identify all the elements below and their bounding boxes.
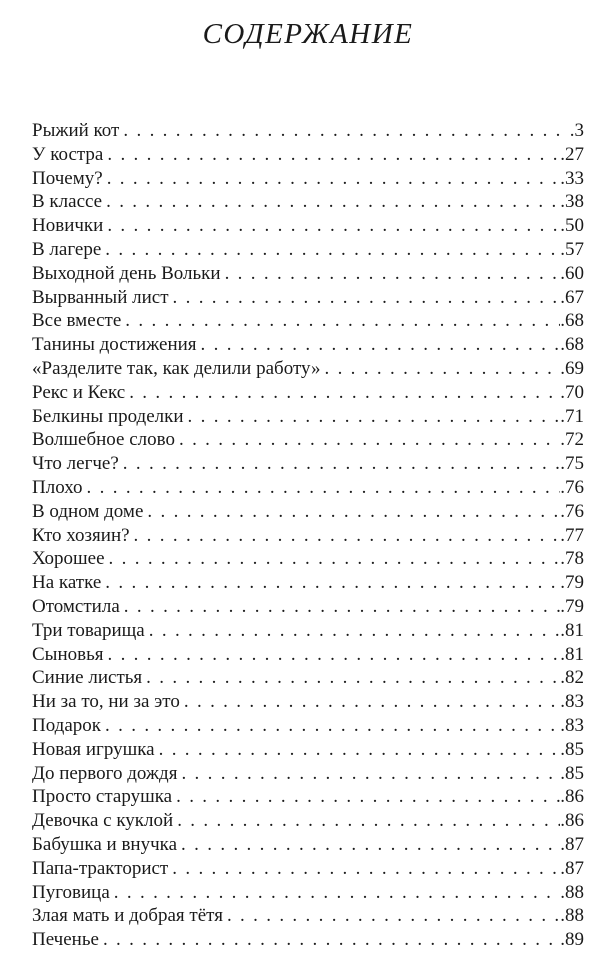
toc-entry-title: На катке bbox=[32, 572, 102, 594]
toc-entry bbox=[32, 190, 584, 214]
toc-entry-title: Рыжий кот bbox=[32, 120, 120, 141]
toc-entry-page: .81 bbox=[560, 619, 584, 641]
toc-entry-page: .82 bbox=[560, 667, 584, 689]
toc-entry-title: Подарок bbox=[32, 714, 102, 736]
dot-leader bbox=[105, 714, 560, 738]
toc-entry bbox=[32, 785, 584, 809]
toc-entry-page: .72 bbox=[560, 429, 584, 451]
dot-leader bbox=[107, 143, 560, 167]
dot-leader bbox=[188, 405, 561, 429]
toc-entry bbox=[32, 690, 584, 714]
toc-entry-title: Кто хозяин? bbox=[32, 524, 130, 546]
toc-entry-page: .83 bbox=[560, 691, 584, 713]
dot-leader bbox=[176, 785, 560, 809]
toc-entry-title: Хорошее bbox=[32, 548, 105, 570]
toc-entry-page: .79 bbox=[560, 572, 584, 594]
toc-entry-page: .76 bbox=[560, 476, 584, 498]
toc-entry-page: .68 bbox=[560, 310, 584, 332]
dot-leader bbox=[129, 381, 560, 405]
toc-entry-page: .67 bbox=[560, 286, 584, 308]
dot-leader bbox=[201, 333, 561, 357]
toc-entry bbox=[32, 381, 584, 405]
toc-entry bbox=[32, 143, 584, 167]
toc-entry-title: Просто старушка bbox=[32, 786, 173, 808]
toc-entry bbox=[32, 857, 584, 881]
toc-entry bbox=[32, 904, 584, 928]
dot-leader bbox=[114, 881, 560, 905]
toc-entry-title: У костра bbox=[32, 143, 104, 165]
toc-entry-title: Выходной день Вольки bbox=[32, 262, 221, 284]
dot-leader bbox=[105, 238, 560, 262]
toc-entry-page: .33 bbox=[560, 167, 584, 189]
dot-leader bbox=[225, 262, 561, 286]
page-title: СОДЕРЖАНИЕ bbox=[202, 18, 414, 50]
toc-entry bbox=[32, 500, 584, 524]
dot-leader bbox=[125, 309, 560, 333]
toc-entry bbox=[32, 357, 584, 381]
toc-entry bbox=[32, 714, 584, 738]
toc-entry bbox=[32, 809, 584, 833]
dot-leader bbox=[177, 809, 560, 833]
toc-entry bbox=[32, 666, 584, 690]
toc-entry-page: .71 bbox=[560, 405, 584, 427]
toc-entry-title: Новички bbox=[32, 215, 104, 237]
toc-entry bbox=[32, 428, 584, 452]
toc-entry-page: .88 bbox=[560, 881, 584, 903]
toc-entry bbox=[32, 524, 584, 548]
dot-leader bbox=[184, 690, 560, 714]
dot-leader bbox=[107, 214, 560, 238]
toc-entry bbox=[32, 833, 584, 857]
toc-entry bbox=[32, 928, 584, 952]
dot-leader bbox=[179, 428, 560, 452]
toc-entry-page: .75 bbox=[560, 453, 584, 475]
toc-entry-page: .89 bbox=[560, 929, 584, 951]
toc-entry-title: Что легче? bbox=[32, 453, 119, 475]
toc-entry-title: Пуговица bbox=[32, 881, 110, 903]
dot-leader bbox=[107, 643, 560, 667]
table-of-contents bbox=[32, 119, 584, 952]
toc-entry-title: Отомстила bbox=[32, 595, 120, 617]
toc-entry-title: Танины достижения bbox=[32, 334, 197, 356]
toc-entry-title: Девочка с куклой bbox=[32, 810, 174, 832]
toc-entry-page: .86 bbox=[560, 810, 584, 832]
toc-entry bbox=[32, 238, 584, 262]
dot-leader bbox=[107, 167, 561, 191]
dot-leader bbox=[87, 476, 561, 500]
toc-entry-title: Плохо bbox=[32, 476, 83, 498]
dot-leader bbox=[172, 857, 560, 881]
toc-entry bbox=[32, 547, 584, 571]
toc-entry-page: .79 bbox=[560, 595, 584, 617]
toc-entry-title: Синие листья bbox=[32, 667, 143, 689]
toc-entry-page: .85 bbox=[560, 738, 584, 760]
dot-leader bbox=[147, 500, 560, 524]
toc-entry-title: До первого дождя bbox=[32, 762, 178, 784]
toc-entry-page: .50 bbox=[560, 215, 584, 237]
toc-entry-title: Почему? bbox=[32, 167, 103, 189]
toc-entry-title: Злая мать и добрая тётя bbox=[32, 905, 223, 927]
dot-leader bbox=[124, 595, 560, 619]
toc-entry-page: .88 bbox=[560, 905, 584, 927]
toc-entry-title: Все вместе bbox=[32, 310, 122, 332]
toc-entry bbox=[32, 452, 584, 476]
dot-leader bbox=[146, 666, 560, 690]
toc-entry-page: .68 bbox=[560, 334, 584, 356]
toc-entry-page: .69 bbox=[560, 357, 584, 379]
toc-entry bbox=[32, 738, 584, 762]
dot-leader bbox=[173, 286, 561, 310]
toc-entry-title: Новая игрушка bbox=[32, 738, 155, 760]
toc-entry-title: Вырванный лист bbox=[32, 286, 169, 308]
dot-leader bbox=[106, 190, 560, 214]
toc-entry bbox=[32, 167, 584, 191]
dot-leader bbox=[149, 619, 561, 643]
toc-entry bbox=[32, 286, 584, 310]
toc-entry-page: .70 bbox=[560, 381, 584, 403]
dot-leader bbox=[123, 452, 560, 476]
toc-entry-title: Сыновья bbox=[32, 643, 104, 665]
toc-entry-page: .86 bbox=[560, 786, 584, 808]
toc-entry-title: «Разделите так, как делили работу» bbox=[32, 357, 321, 379]
toc-entry bbox=[32, 571, 584, 595]
toc-entry-page: .76 bbox=[560, 500, 584, 522]
toc-entry-title: Рекс и Кекс bbox=[32, 381, 126, 403]
dot-leader bbox=[134, 524, 561, 548]
dot-leader bbox=[181, 833, 560, 857]
toc-entry bbox=[32, 405, 584, 429]
toc-entry-page: .87 bbox=[560, 833, 584, 855]
toc-entry-title: Волшебное слово bbox=[32, 429, 175, 451]
toc-entry-page: .57 bbox=[560, 238, 584, 260]
toc-entry-title: Ни за то, ни за это bbox=[32, 691, 180, 713]
toc-entry-title: Папа-тракторист bbox=[32, 857, 169, 879]
dot-leader bbox=[324, 357, 560, 381]
toc-entry bbox=[32, 762, 584, 786]
toc-entry bbox=[32, 214, 584, 238]
dot-leader bbox=[109, 547, 561, 571]
dot-leader bbox=[159, 738, 561, 762]
toc-entry-page: .83 bbox=[560, 714, 584, 736]
toc-entry bbox=[32, 643, 584, 667]
dot-leader bbox=[105, 571, 560, 595]
toc-entry-title: В классе bbox=[32, 191, 103, 213]
toc-entry bbox=[32, 119, 584, 143]
toc-entry-title: Печенье bbox=[32, 929, 99, 951]
toc-entry-title: В одном доме bbox=[32, 500, 144, 522]
toc-entry-title: В лагере bbox=[32, 238, 102, 260]
toc-entry-title: Белкины проделки bbox=[32, 405, 184, 427]
toc-entry-page: .78 bbox=[560, 548, 584, 570]
toc-entry bbox=[32, 333, 584, 357]
toc-entry-page: .81 bbox=[560, 643, 584, 665]
toc-entry bbox=[32, 476, 584, 500]
toc-entry bbox=[32, 309, 584, 333]
dot-leader bbox=[227, 904, 560, 928]
toc-entry-page: .85 bbox=[560, 762, 584, 784]
toc-entry-page: .27 bbox=[560, 143, 584, 165]
dot-leader bbox=[181, 762, 560, 786]
dot-leader bbox=[103, 928, 560, 952]
toc-entry-title: Три товарища bbox=[32, 619, 145, 641]
toc-entry-page: .77 bbox=[560, 524, 584, 546]
toc-entry-page: .3 bbox=[569, 120, 584, 141]
toc-entry-page: .87 bbox=[560, 857, 584, 879]
toc-entry bbox=[32, 595, 584, 619]
toc-entry bbox=[32, 619, 584, 643]
toc-entry-page: .60 bbox=[560, 262, 584, 284]
toc-entry-title: Бабушка и внучка bbox=[32, 833, 178, 855]
toc-entry-page: .38 bbox=[560, 191, 584, 213]
toc-entry bbox=[32, 262, 584, 286]
dot-leader bbox=[123, 119, 569, 143]
toc-entry bbox=[32, 881, 584, 905]
